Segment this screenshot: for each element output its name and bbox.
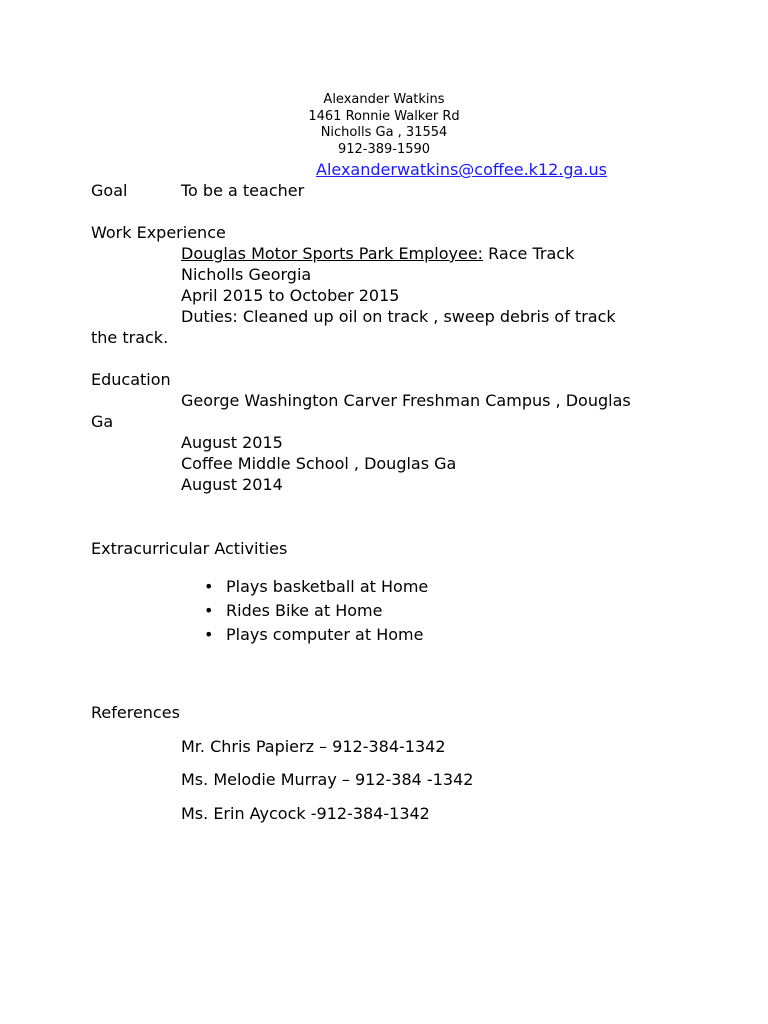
reference-item: Ms. Erin Aycock -912-384-1342 bbox=[181, 804, 430, 823]
contact-address: 1461 Ronnie Walker Rd bbox=[308, 109, 460, 124]
activity-item: Plays basketball at Home bbox=[226, 577, 429, 596]
work-dates: April 2015 to October 2015 bbox=[181, 286, 400, 305]
education-school1-line2: Ga bbox=[91, 412, 114, 431]
education-school2: Coffee Middle School , Douglas Ga bbox=[181, 454, 457, 473]
work-employer-title: Douglas Motor Sports Park Employee: bbox=[181, 244, 484, 263]
contact-email-link[interactable]: Alexanderwatkins@coffee.k12.ga.us bbox=[316, 160, 607, 179]
activity-item: Plays computer at Home bbox=[226, 625, 424, 644]
work-heading: Work Experience bbox=[91, 223, 226, 242]
work-duties-line2: the track. bbox=[91, 328, 169, 347]
bullet-icon: • bbox=[204, 601, 214, 620]
work-employer-rest: Race Track bbox=[483, 244, 575, 263]
goal-text: To be a teacher bbox=[181, 181, 305, 200]
bullet-icon: • bbox=[204, 625, 214, 644]
reference-item: Ms. Melodie Murray – 912-384 -1342 bbox=[181, 770, 474, 789]
education-heading: Education bbox=[91, 370, 171, 389]
bullet-icon: • bbox=[204, 577, 214, 596]
contact-phone: 912-389-1590 bbox=[337, 142, 431, 157]
education-school2-date: August 2014 bbox=[181, 475, 283, 494]
goal-label: Goal bbox=[91, 181, 128, 200]
contact-name: Alexander Watkins bbox=[323, 92, 445, 107]
contact-city: Nicholls Ga , 31554 bbox=[320, 125, 448, 140]
work-location: Nicholls Georgia bbox=[181, 265, 312, 284]
references-heading: References bbox=[91, 703, 180, 722]
reference-item: Mr. Chris Papierz – 912-384-1342 bbox=[181, 737, 446, 756]
education-school1-line1: George Washington Carver Freshman Campus , Douglas bbox=[181, 391, 631, 410]
activities-heading: Extracurricular Activities bbox=[91, 539, 288, 558]
work-employer bbox=[181, 244, 574, 264]
activity-item: Rides Bike at Home bbox=[226, 601, 383, 620]
education-school1-date: August 2015 bbox=[181, 433, 283, 452]
work-duties-line1: Duties: Cleaned up oil on track , sweep debris of track bbox=[181, 307, 616, 326]
